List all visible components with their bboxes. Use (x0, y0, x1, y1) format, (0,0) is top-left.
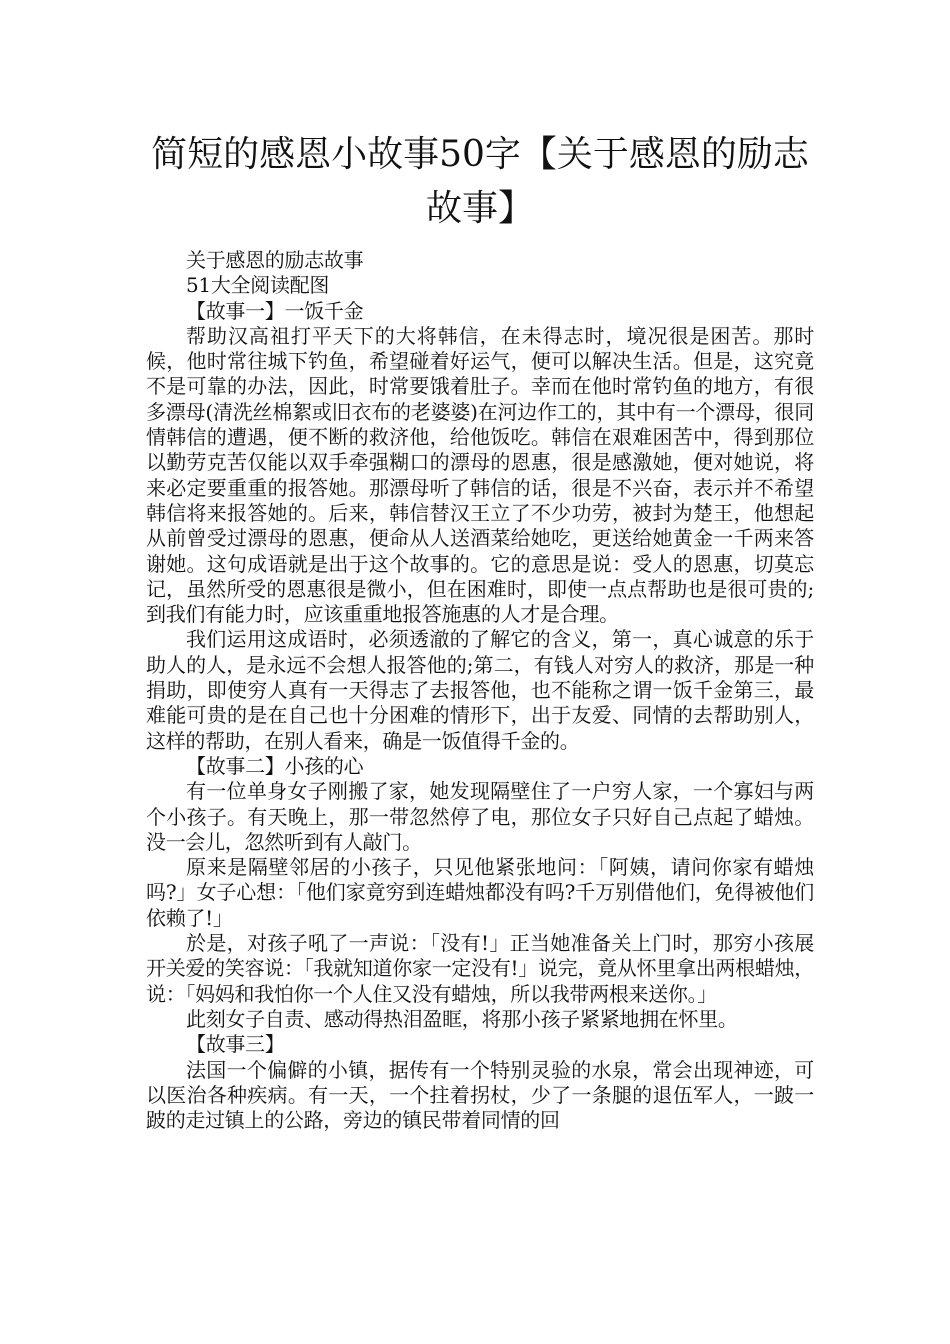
paragraph-story-one-2: 我们运用这成语时，必须透澈的了解它的含义，第一，真心诚意的乐于助人的人，是永远不会想人报答他的;第二，有钱人对穷人的救济，那是一种捐助，即使穷人真有一天得志了去报答他，也不能称之谓一饭千金第三，最难能可贵的是在自己也十分困难的情形下，出于友爱、同情的去帮助别人，这样的帮助，在别人看来，确是一饭值得千金的。 (146, 627, 814, 753)
heading-story-two: 【故事二】小孩的心 (186, 753, 364, 778)
paragraph-story-two-3: 於是，对孩子吼了一声说：「没有!」正当她准备关上门时，那穷小孩展开关爱的笑容说：「我就知道你家一定没有!」说完，竟从怀里拿出两根蜡烛，说：「妈妈和我怕你一个人住又没有蜡烛，所以我带两根来送你。」 (146, 931, 814, 1006)
paragraph-story-two-4: 此刻女子自责、感动得热泪盈眶，将那小孩子紧紧地拥在怀里。 (186, 1006, 738, 1031)
heading-story-three: 【故事三】 (186, 1032, 285, 1057)
paragraph-subtitle: 关于感恩的励志故事 (186, 248, 364, 272)
document-title: 简短的感恩小故事50字【关于感恩的励志故事】 (151, 134, 809, 229)
paragraph-story-two-2: 原来是隔壁邻居的小孩子，只见他紧张地问：「阿姨，请问你家有蜡烛吗?」女子心想：「他们家竟穷到连蜡烛都没有吗?千万别借他们，免得被他们依赖了!」 (146, 855, 814, 930)
paragraph-story-one-1: 帮助汉高祖打平天下的大将韩信，在未得志时，境况很是困苦。那时候，他时常往城下钓鱼，希望碰着好运气，便可以解决生活。但是，这究竟不是可靠的办法，因此，时常要饿着肚子。幸而在他时常钓鱼的地方，有很多漂母(清洗丝棉絮或旧衣布的老婆婆)在河边作工的，其中有一个漂母，很同情韩信的遭遇，便不断的救济他，给他饭吃。韩信在艰难困苦中，得到那位以勤劳克苦仅能以双手牵强糊口的漂母的恩惠，很是感激她，便对她说，将来必定要重重的报答她。那漂母听了韩信的话，很是不兴奋，表示并不希望韩信将来报答她的。后来，韩信替汉王立了不少功劳，被封为楚王，他想起从前曾受过漂母的恩惠，便命从人送酒菜给她吃，更送给她黄金一千两来答谢她。这句成语就是出于这个故事的。它的意思是说：受人的恩惠，切莫忘记，虽然所受的恩惠很是微小，但在困难时，即使一点点帮助也是很可贵的;到我们有能力时，应该重重地报答施惠的人才是合理。 (146, 323, 814, 627)
paragraph-image-caption: 51大全阅读配图 (186, 273, 330, 298)
paragraph-story-two-1: 有一位单身女子刚搬了家，她发现隔壁住了一户穷人家，一个寡妇与两个小孩子。有天晚上，那一带忽然停了电，那位女子只好自己点起了蜡烛。没一会儿，忽然听到有人敲门。 (146, 779, 814, 854)
document-body (146, 248, 814, 1133)
heading-story-one: 【故事一】一饭千金 (186, 298, 364, 323)
paragraph-story-three-1: 法国一个偏僻的小镇，据传有一个特别灵验的水泉，常会出现神迹，可以医治各种疾病。有一天，一个拄着拐杖，少了一条腿的退伍军人，一跛一跛的走过镇上的公路，旁边的镇民带着同情的回 (146, 1057, 814, 1133)
